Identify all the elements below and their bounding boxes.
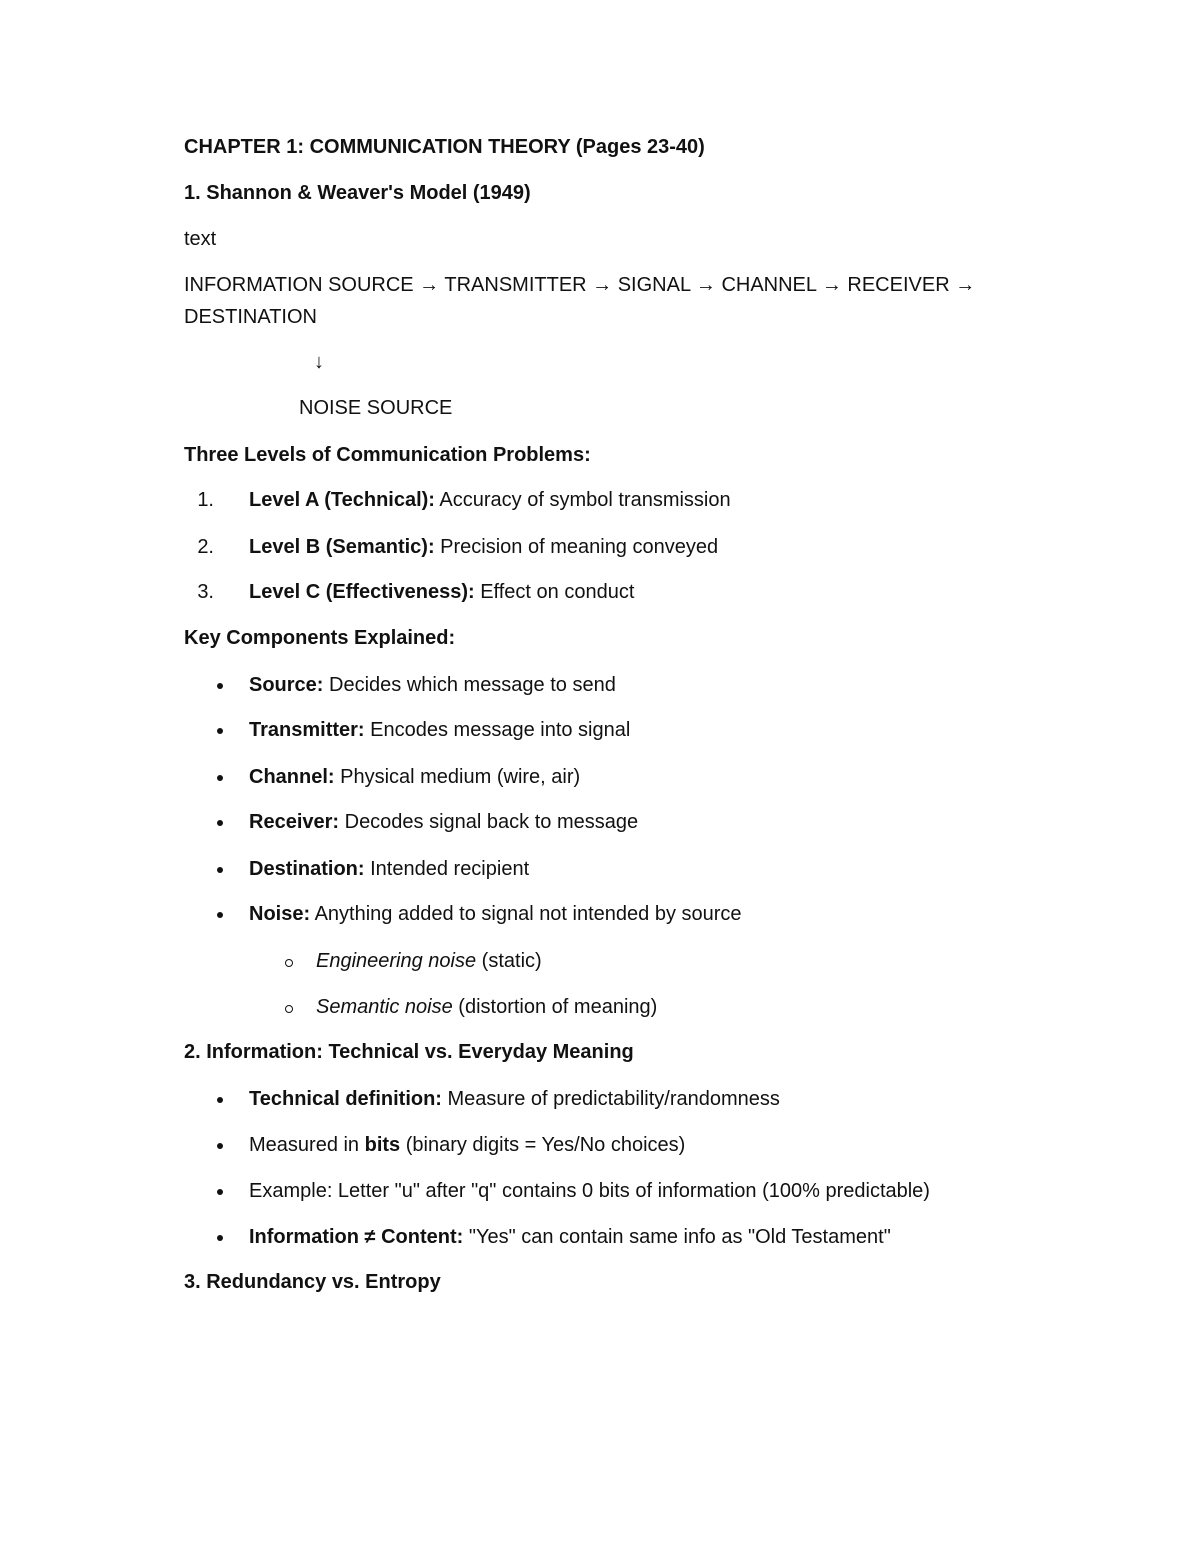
sub-list-item-term: Engineering noise: [316, 950, 477, 972]
sub-list-item-text: [316, 949, 542, 973]
list-item-text: [249, 1225, 891, 1249]
bullet-icon: [217, 775, 223, 781]
list-item-desc: Decodes signal back to message: [339, 811, 639, 833]
down-arrow-icon: ↓: [314, 351, 324, 373]
section-2-heading: 2. Information: Technical vs. Everyday Meaning: [184, 1041, 634, 1063]
list-item-term: Channel:: [249, 766, 335, 788]
sub-list-item-text: [316, 995, 657, 1019]
levels-heading: Three Levels of Communication Problems:: [184, 444, 591, 466]
flow-diagram-line-1: INFORMATION SOURCE → TRANSMITTER → SIGNAL → CHANNEL → RECEIVER →: [184, 274, 976, 296]
circle-bullet-icon: [285, 959, 293, 967]
bullet-icon: [217, 1235, 223, 1241]
list-item-desc: Measure of predictability/randomness: [441, 1088, 780, 1110]
list-item-term: Receiver:: [249, 811, 340, 833]
list-number: 2.: [197, 536, 214, 558]
list-item-desc: Decides which message to send: [323, 674, 616, 696]
list-item-pre: Example: Letter "u" after "q" contains 0 bits of information (100% predictable): [249, 1180, 930, 1202]
section-3-heading: 3. Redundancy vs. Entropy: [184, 1271, 441, 1293]
bullet-icon: [217, 1097, 223, 1103]
sub-list-item-desc: (distortion of meaning): [452, 996, 658, 1018]
bullet-icon: [217, 867, 223, 873]
chapter-title: CHAPTER 1: COMMUNICATION THEORY (Pages 23-40): [184, 136, 705, 158]
list-item-text: [249, 580, 634, 604]
list-item-desc: Precision of meaning conveyed: [434, 536, 719, 558]
sub-list-item-desc: (static): [476, 950, 542, 972]
list-item-term: bits: [364, 1134, 401, 1156]
bullet-icon: [217, 912, 223, 918]
list-item-desc: "Yes" can contain same info as "Old Testament": [463, 1226, 891, 1248]
list-item-desc: Anything added to signal not intended by source: [310, 903, 742, 925]
list-item-text: [249, 488, 731, 512]
sub-list-item-term: Semantic noise: [316, 996, 453, 1018]
list-item-text: [249, 1133, 685, 1157]
list-item-desc: Encodes message into signal: [364, 719, 631, 741]
components-heading: Key Components Explained:: [184, 627, 456, 649]
section-1-heading: 1. Shannon & Weaver's Model (1949): [184, 182, 531, 204]
code-block-label: text: [184, 228, 217, 250]
list-number: 3.: [197, 581, 214, 603]
circle-bullet-icon: [285, 1005, 293, 1013]
list-item-text: [249, 718, 630, 742]
bullet-icon: [217, 1189, 223, 1195]
flow-diagram-line-2: DESTINATION: [184, 306, 317, 328]
list-item-text: [249, 765, 580, 789]
list-item-term: Level A (Technical):: [249, 489, 435, 511]
noise-source-label: NOISE SOURCE: [299, 397, 453, 419]
bullet-icon: [217, 1143, 223, 1149]
list-item-desc: Effect on conduct: [474, 581, 635, 603]
list-item-desc: (binary digits = Yes/No choices): [400, 1134, 686, 1156]
list-item-text: [249, 1087, 780, 1111]
list-item-text: [249, 673, 616, 697]
bullet-icon: [217, 683, 223, 689]
list-item-text: [249, 902, 742, 926]
list-item-pre: Measured in: [249, 1134, 365, 1156]
list-item-desc: Physical medium (wire, air): [334, 766, 581, 788]
list-item-term: Transmitter:: [249, 719, 365, 741]
list-item-term: Noise:: [249, 903, 311, 925]
bullet-icon: [217, 820, 223, 826]
list-item-text: [249, 1179, 930, 1203]
bullet-icon: [217, 728, 223, 734]
list-number: 1.: [197, 489, 214, 511]
list-item-term: Level B (Semantic):: [249, 536, 435, 558]
list-item-text: [249, 810, 638, 834]
list-item-term: Level C (Effectiveness):: [249, 581, 475, 603]
list-item-term: Information ≠ Content:: [249, 1226, 464, 1248]
list-item-desc: Accuracy of symbol transmission: [434, 489, 731, 511]
list-item-term: Destination:: [249, 858, 365, 880]
list-item-desc: Intended recipient: [364, 858, 530, 880]
list-item-text: [249, 857, 529, 881]
list-item-text: [249, 535, 718, 559]
list-item-term: Technical definition:: [249, 1088, 442, 1110]
list-item-term: Source:: [249, 674, 324, 696]
